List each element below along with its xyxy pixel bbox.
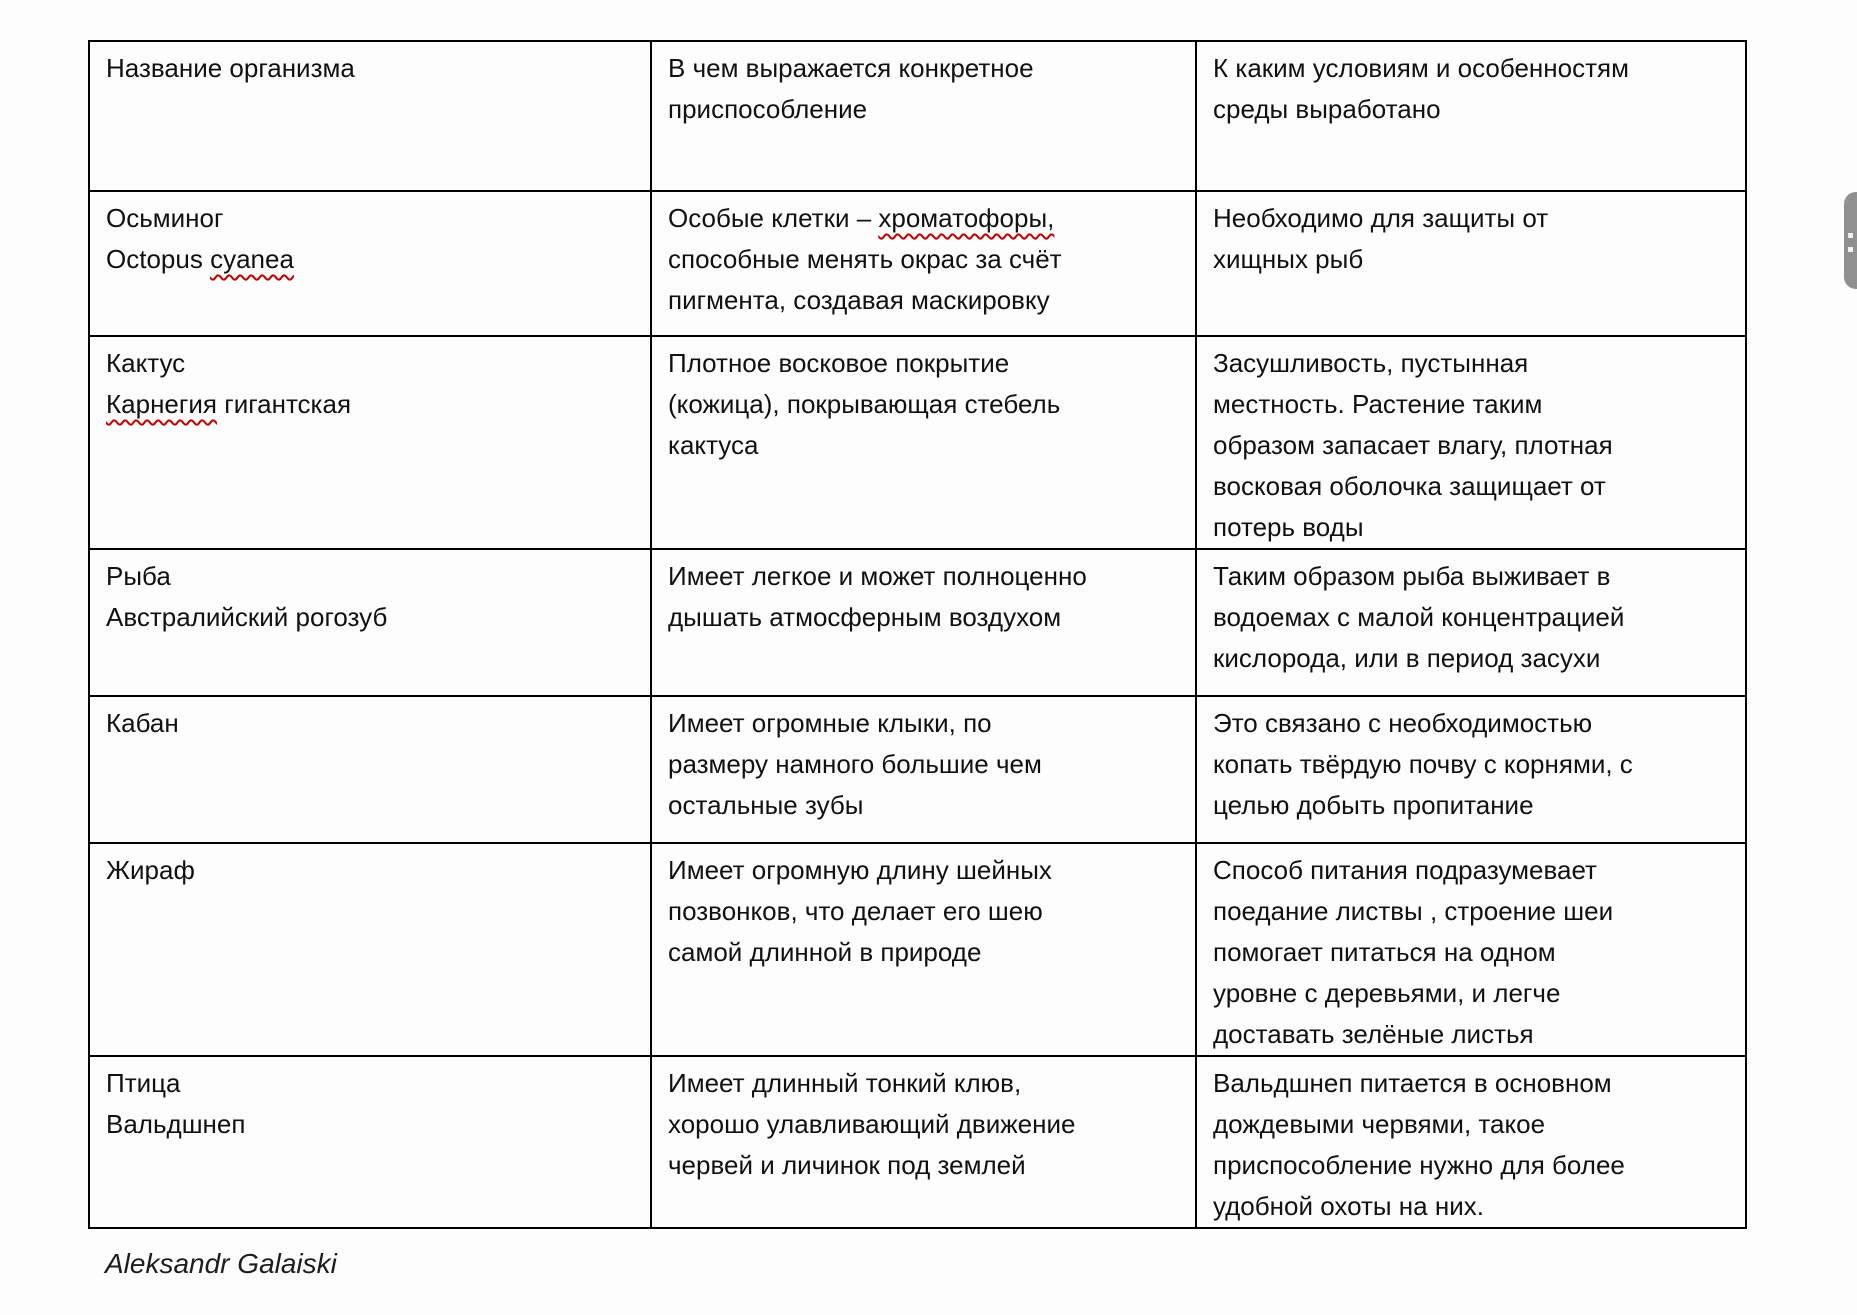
cell-line xyxy=(668,384,1183,425)
text-segment: Способ питания подразумевает xyxy=(1213,855,1597,885)
text-segment: приспособление нужно для более xyxy=(1213,1150,1625,1180)
table-cell xyxy=(651,843,1196,1056)
misspelled-word: cyanea xyxy=(210,244,294,274)
table-cell xyxy=(651,1056,1196,1228)
table-row xyxy=(89,549,1746,696)
cell-line xyxy=(106,556,638,597)
text-segment: гигантская xyxy=(216,389,352,419)
cell-line xyxy=(106,384,638,425)
cell-line xyxy=(1213,973,1733,1014)
adaptation-table xyxy=(88,40,1747,1229)
text-segment: Вальдшнеп xyxy=(106,1109,246,1139)
cell-line xyxy=(668,239,1183,280)
cell-line xyxy=(1213,703,1733,744)
text-segment: кактуса xyxy=(668,430,759,460)
cell-line xyxy=(1213,785,1733,826)
table-cell xyxy=(1196,336,1746,549)
cell-line xyxy=(668,425,1183,466)
table-cell xyxy=(651,336,1196,549)
table-header xyxy=(89,41,1746,191)
table-cell xyxy=(89,549,651,696)
table-cell xyxy=(1196,1056,1746,1228)
cell-line xyxy=(106,1104,638,1145)
text-segment: Особые клетки – xyxy=(668,203,879,233)
author-signature: Aleksandr Galaiski xyxy=(105,1248,337,1279)
cell-line xyxy=(668,343,1183,384)
text-segment: позвонков, что делает его шею xyxy=(668,896,1043,926)
cell-line xyxy=(106,343,638,384)
cell-line xyxy=(668,703,1183,744)
cell-line xyxy=(1213,1145,1733,1186)
text-segment: образом запасает влагу, плотная xyxy=(1213,430,1613,460)
text-segment: Засушливость, пустынная xyxy=(1213,348,1529,378)
text-segment: доставать зелёные листья xyxy=(1213,1019,1534,1049)
cell-line xyxy=(668,1145,1183,1186)
cell-line xyxy=(1213,466,1733,507)
cell-line xyxy=(1213,48,1733,89)
text-segment: В чем выражается конкретное xyxy=(668,53,1034,83)
cell-line xyxy=(668,89,1183,130)
text-segment: способные менять окрас за счёт xyxy=(668,244,1062,274)
cell-line xyxy=(1213,638,1733,679)
cell-line xyxy=(1213,1104,1733,1145)
text-segment: Название организма xyxy=(106,53,355,83)
cell-line xyxy=(1213,384,1733,425)
cell-line xyxy=(668,744,1183,785)
table-cell xyxy=(651,549,1196,696)
table-row xyxy=(89,696,1746,843)
text-segment: Плотное восковое покрытие xyxy=(668,348,1010,378)
cell-line xyxy=(106,703,638,744)
text-segment: Птица xyxy=(106,1068,181,1098)
table-cell xyxy=(1196,549,1746,696)
cell-line xyxy=(668,198,1183,239)
text-segment: (кожица), покрывающая стебель xyxy=(668,389,1061,419)
table-row xyxy=(89,1056,1746,1228)
table-body xyxy=(89,191,1746,1228)
cell-line xyxy=(1213,343,1733,384)
table-cell xyxy=(89,191,651,336)
text-segment: самой длинной в природе xyxy=(668,937,982,967)
text-segment: остальные зубы xyxy=(668,790,864,820)
side-panel-handle[interactable] xyxy=(1844,192,1857,289)
text-segment: водоемах с малой концентрацией xyxy=(1213,602,1625,632)
table-cell xyxy=(89,843,651,1056)
text-segment: поедание листвы , строение шеи xyxy=(1213,896,1614,926)
misspelled-word: Карнегия xyxy=(106,389,217,419)
text-segment: К каким условиям и особенностям xyxy=(1213,53,1629,83)
text-segment: хорошо улавливающий движение xyxy=(668,1109,1076,1139)
text-segment: Имеет огромную длину шейных xyxy=(668,855,1052,885)
text-segment: кислорода, или в период засухи xyxy=(1213,643,1601,673)
text-segment: Таким образом рыба выживает в xyxy=(1213,561,1611,591)
cell-line xyxy=(668,1104,1183,1145)
table-cell xyxy=(651,696,1196,843)
cell-line xyxy=(668,785,1183,826)
text-segment: помогает питаться на одном xyxy=(1213,937,1556,967)
table-cell xyxy=(1196,843,1746,1056)
text-segment: целью добыть пропитание xyxy=(1213,790,1534,820)
cell-line xyxy=(1213,556,1733,597)
cell-line xyxy=(1213,744,1733,785)
cell-line xyxy=(1213,850,1733,891)
cell-line xyxy=(1213,891,1733,932)
text-segment: хищных рыб xyxy=(1213,244,1364,274)
text-segment: дождевыми червями, такое xyxy=(1213,1109,1546,1139)
text-segment: Австралийский рогозуб xyxy=(106,602,388,632)
cell-line xyxy=(1213,239,1733,280)
cell-line xyxy=(668,597,1183,638)
cell-line xyxy=(106,1063,638,1104)
text-segment: Вальдшнеп питается в основном xyxy=(1213,1068,1612,1098)
text-segment: Жираф xyxy=(106,855,195,885)
text-segment: копать твёрдую почву с корнями, с xyxy=(1213,749,1633,779)
cell-line xyxy=(1213,597,1733,638)
text-segment: Рыба xyxy=(106,561,171,591)
text-segment: местность. Растение таким xyxy=(1213,389,1543,419)
cell-line xyxy=(1213,932,1733,973)
cell-line xyxy=(668,1063,1183,1104)
text-segment: червей и личинок под землей xyxy=(668,1150,1026,1180)
cell-line xyxy=(106,597,638,638)
text-segment: удобной охоты на них. xyxy=(1213,1191,1484,1221)
cell-line xyxy=(668,891,1183,932)
table-row xyxy=(89,843,1746,1056)
table-cell xyxy=(89,1056,651,1228)
text-segment: потерь воды xyxy=(1213,512,1364,542)
handle-dot-icon xyxy=(1848,247,1853,252)
table-cell xyxy=(89,336,651,549)
cell-line xyxy=(1213,89,1733,130)
cell-line xyxy=(668,48,1183,89)
cell-line xyxy=(668,280,1183,321)
cell-line xyxy=(106,239,638,280)
text-segment: Имеет длинный тонкий клюв, xyxy=(668,1068,1022,1098)
misspelled-word: хроматофоры, xyxy=(878,203,1055,233)
cell-line xyxy=(668,932,1183,973)
header-cell xyxy=(89,41,651,191)
text-segment: уровне с деревьями, и легче xyxy=(1213,978,1561,1008)
text-segment: приспособление xyxy=(668,94,868,124)
header-cell xyxy=(1196,41,1746,191)
text-segment: Имеет легкое и может полноценно xyxy=(668,561,1087,591)
cell-line xyxy=(1213,1014,1733,1055)
handle-dot-icon xyxy=(1848,233,1853,238)
cell-line xyxy=(1213,425,1733,466)
cell-line xyxy=(106,850,638,891)
text-segment: Осьминог xyxy=(106,203,224,233)
text-segment: Кабан xyxy=(106,708,179,738)
cell-line xyxy=(668,850,1183,891)
table-cell xyxy=(1196,191,1746,336)
cell-line xyxy=(668,556,1183,597)
table-row xyxy=(89,336,1746,549)
text-segment: Кактус xyxy=(106,348,186,378)
table-cell xyxy=(651,191,1196,336)
cell-line xyxy=(1213,1186,1733,1227)
text-segment: размеру намного большие чем xyxy=(668,749,1042,779)
table-cell xyxy=(1196,696,1746,843)
text-segment: дышать атмосферным воздухом xyxy=(668,602,1062,632)
text-segment: Необходимо для защиты от xyxy=(1213,203,1549,233)
header-row xyxy=(89,41,1746,191)
text-segment: восковая оболочка защищает от xyxy=(1213,471,1606,501)
cell-line xyxy=(1213,507,1733,548)
cell-line xyxy=(1213,1063,1733,1104)
text-segment: Это связано с необходимостью xyxy=(1213,708,1593,738)
text-segment: Octopus xyxy=(106,244,211,274)
cell-line xyxy=(106,198,638,239)
table-row xyxy=(89,191,1746,336)
text-segment: среды выработано xyxy=(1213,94,1441,124)
cell-line xyxy=(106,48,638,89)
text-segment: Имеет огромные клыки, по xyxy=(668,708,992,738)
cell-line xyxy=(1213,198,1733,239)
text-segment: пигмента, создавая маскировку xyxy=(668,285,1050,315)
table-cell xyxy=(89,696,651,843)
header-cell xyxy=(651,41,1196,191)
